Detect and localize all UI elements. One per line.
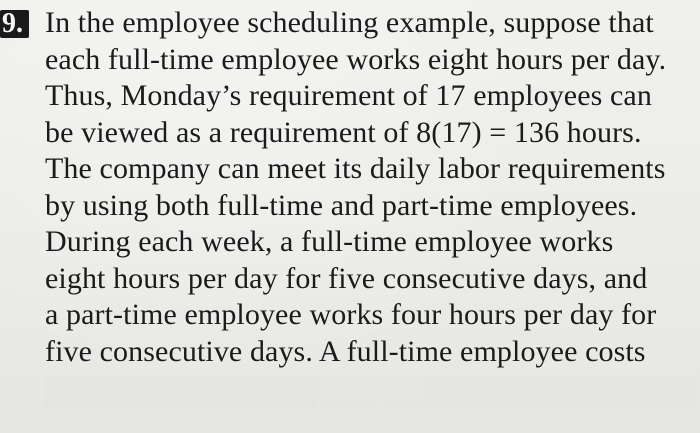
problem-line-8: eight hours per day for five consecutive days, and (45, 261, 648, 295)
problem-line-6: by using both full-time and part-time employees. (45, 188, 638, 222)
problem-line-1: In the employee scheduling example, suppose that (45, 6, 654, 39)
problem-line-9: a part-time employee works four hours per day for (45, 298, 657, 331)
problem-line-10: five consecutive days. A full-time employee costs (45, 334, 646, 368)
page-bleed-through (45, 376, 695, 410)
problem-text (45, 5, 695, 370)
problem-line-2: each full-time employee works eight hours per day. (45, 42, 667, 76)
problem-line-3: Thus, Monday’s requirement of 17 employees can (45, 79, 652, 112)
problem-number: 9. (0, 10, 29, 38)
problem-line-7: During each week, a full-time employee works (45, 225, 614, 258)
problem-line-4: be viewed as a requirement of 8(17) = 136 hours. (45, 115, 642, 149)
problem-line-5: The company can meet its daily labor requirements (45, 152, 666, 185)
